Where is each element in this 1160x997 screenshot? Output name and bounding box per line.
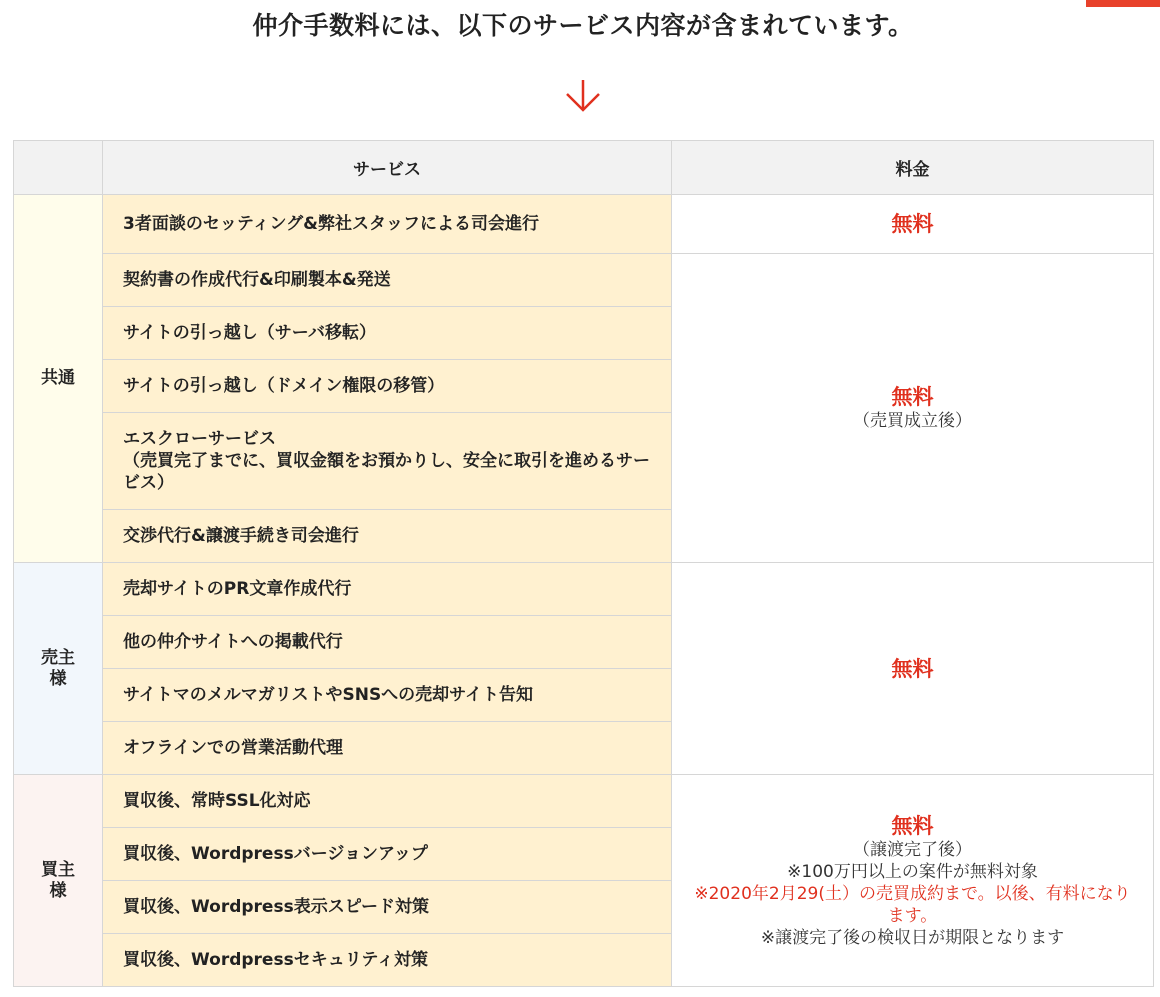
fee-note: （売買成立後） bbox=[853, 411, 972, 431]
service-cell: サイトの引っ越し（ドメイン権限の移管） bbox=[103, 360, 672, 413]
fee-note: ※100万円以上の案件が無料対象 bbox=[787, 861, 1038, 882]
fee-cell-buyer bbox=[672, 775, 1154, 987]
arrow-down-icon bbox=[564, 78, 602, 114]
fee-cell-seller bbox=[672, 563, 1154, 775]
table-row bbox=[14, 563, 1154, 616]
service-cell: サイトマのメルマガリストやSNSへの売却サイト告知 bbox=[103, 669, 672, 722]
service-cell: 買収後、Wordpress表示スピード対策 bbox=[103, 881, 672, 934]
fee-deadline-note: ※2020年2月29(土）の売買成約まで。以後、有料になります。 bbox=[694, 883, 1131, 926]
fee-free: 無料 bbox=[891, 212, 934, 236]
service-cell: エスクローサービス （売買完了までに、買収金額をお預かりし、安全に取引を進めるサービス） bbox=[103, 413, 672, 510]
service-cell: 買収後、Wordpressセキュリティ対策 bbox=[103, 934, 672, 987]
category-seller-label: 売主様 bbox=[41, 647, 75, 689]
table-row bbox=[14, 775, 1154, 828]
category-buyer-label: 買主様 bbox=[41, 859, 75, 901]
table-row bbox=[14, 195, 1154, 254]
fee-note: ※譲渡完了後の検収日が期限となります bbox=[760, 927, 1065, 948]
service-cell: サイトの引っ越し（サーバ移転） bbox=[103, 307, 672, 360]
fee-note: （譲渡完了後） bbox=[853, 839, 972, 860]
service-cell: 契約書の作成代行&印刷製本&発送 bbox=[103, 254, 672, 307]
service-cell: オフラインでの営業活動代理 bbox=[103, 722, 672, 775]
service-cell: 買収後、常時SSL化対応 bbox=[103, 775, 672, 828]
header-category bbox=[14, 141, 103, 195]
page-heading: 仲介手数料には、以下のサービス内容が含まれています。 bbox=[252, 11, 914, 40]
service-cell: 交渉代行&譲渡手続き司会進行 bbox=[103, 510, 672, 563]
service-cell: 他の仲介サイトへの掲載代行 bbox=[103, 616, 672, 669]
service-cell: 売却サイトのPR文章作成代行 bbox=[103, 563, 672, 616]
header-service: サービス bbox=[103, 141, 672, 195]
category-buyer bbox=[14, 775, 103, 987]
service-cell: 3者面談のセッティング&弊社スタッフによる司会進行 bbox=[103, 195, 672, 254]
table-row bbox=[14, 254, 1154, 307]
category-seller bbox=[14, 563, 103, 775]
header-fee: 料金 bbox=[672, 141, 1154, 195]
fee-free: 無料 bbox=[891, 656, 934, 681]
category-common: 共通 bbox=[14, 195, 103, 563]
fee-free: 無料 bbox=[891, 813, 934, 838]
fee-cell-common-2 bbox=[672, 254, 1154, 563]
table-header-row bbox=[14, 141, 1154, 195]
service-cell: 買収後、Wordpressバージョンアップ bbox=[103, 828, 672, 881]
fee-free: 無料 bbox=[891, 385, 934, 409]
fee-cell-common-1 bbox=[672, 195, 1154, 254]
fee-table bbox=[13, 140, 1154, 987]
